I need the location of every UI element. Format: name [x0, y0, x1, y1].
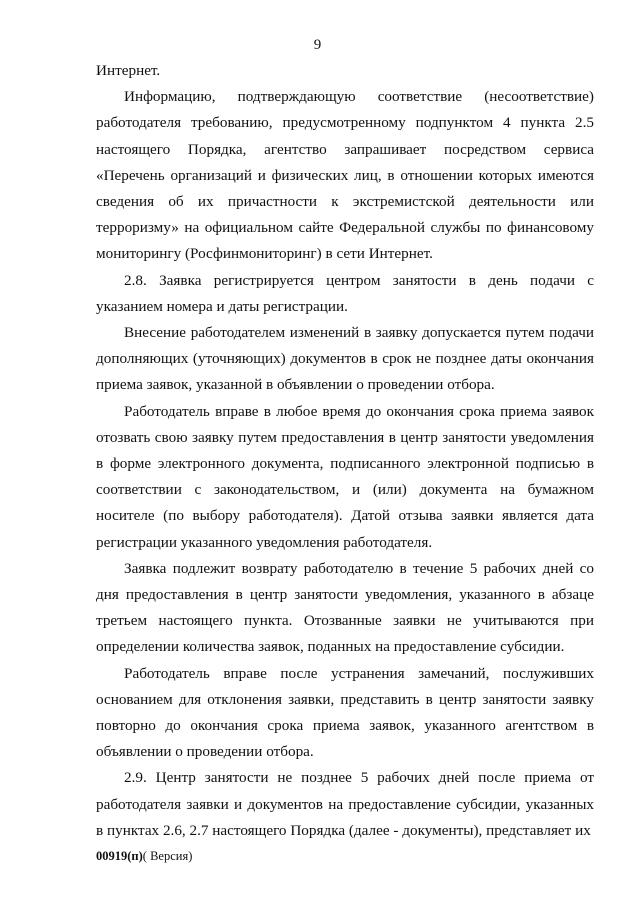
page-number: 9 — [313, 37, 322, 53]
paragraph-application-changes: Внесение работодателем изменений в заявку допускается путем подачи дополняющих (уточняющих) документов в срок не позднее даты окончания приема заявок, указанной в объявлении о проведении отбора. — [96, 324, 594, 394]
paragraph-application-return: Заявка подлежит возврату работодателю в течение 5 рабочих дней со дня предоставления в центр занятости уведомления, указанного в абзаце третьем настоящего пункта. Отозванные заявки не учитываются при определении количества заявок, поданных на предоставление субсидии. — [96, 559, 594, 656]
paragraph-resubmission: Работодатель вправе после устранения замечаний, послуживших основанием для отклонения заявки, представить в центр занятости заявку повторно до окончания срока приема заявок, указанного агентством в объявлении о проведении отбора. — [96, 664, 594, 761]
footer-document-code — [96, 848, 192, 864]
document-body — [96, 58, 594, 844]
paragraph-rosfinmonitoring-check: Информацию, подтверждающую соответствие (несоответствие) работодателя требованию, предусмотренному подпунктом 4 пункта 2.5 настоящего Порядка, агентство запрашивает посредством сервиса «Перечень организаций и физических лиц, в отношении которых имеются сведения об их причастности к экстремистской деятельности или терроризму» на официальном сайте Федеральной службы по финансовому мониторингу (Росфинмониторинг) в сети Интернет. — [96, 88, 594, 263]
doc-code: 00919(п) — [96, 849, 143, 863]
paragraph-2-9-review: 2.9. Центр занятости не позднее 5 рабочих дней после приема от работодателя заявки и документов на предоставление субсидии, указанных в пунктах 2.6, 2.7 настоящего Порядка (далее - документы), представляет их — [96, 769, 594, 839]
paragraph-2-8-registration: 2.8. Заявка регистрируется центром занятости в день подачи с указанием номера и даты регистрации. — [96, 271, 594, 315]
paragraph-continuation: Интернет. — [96, 62, 161, 79]
version-label: ( Версия) — [142, 849, 193, 863]
paragraph-application-withdrawal: Работодатель вправе в любое время до окончания срока приема заявок отозвать свою заявку путем предоставления в центр занятости уведомления в форме электронного документа, подписанного электронной подписью в соответствии с законодательством, и (или) документа на бумажном носителе (по выбору работодателя). Датой отзыва заявки является дата регистрации указанного уведомления работодателя. — [96, 402, 594, 551]
